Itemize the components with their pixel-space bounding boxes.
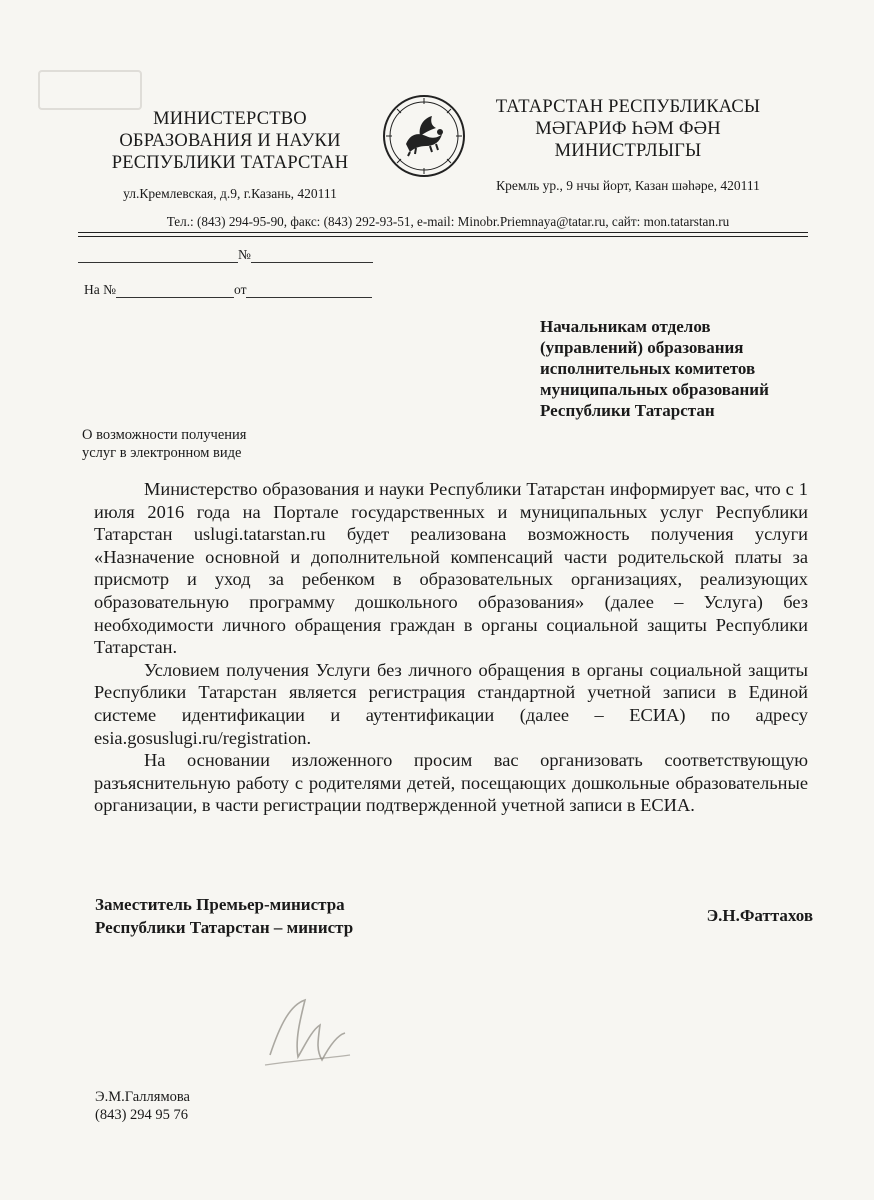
subject-line2: услуг в электронном виде	[82, 445, 242, 461]
header-divider-thin	[78, 236, 808, 237]
addressee-line2: (управлений) образования	[540, 338, 744, 357]
contact-line: Тел.: (843) 294-95-90, факс: (843) 292-93-51, e-mail: Minobr.Priemnaya@tatar.ru, сайт: mon.tatarstan.ru	[166, 214, 730, 229]
number-label: №	[238, 247, 251, 262]
executor-name: Э.М.Галлямова	[95, 1089, 190, 1105]
addressee-line4: муниципальных образований	[540, 380, 769, 399]
outgoing-date-blank	[78, 248, 238, 263]
reply-date-blank	[246, 283, 372, 298]
ministry-tt-line3: МИНИСТРЛЫГЫ	[554, 141, 702, 161]
reply-number-blank	[116, 283, 234, 298]
address-ru: ул.Кремлевская, д.9, г.Казань, 420111	[123, 186, 337, 201]
addressee-line3: исполнительных комитетов	[540, 359, 756, 378]
body-paragraph-2: Условием получения Услуги без личного обращения в органы социальной защиты Республики Татарстан является регистрация стандартной учетной записи в Единой системе идентификации и аутентификации (далее – ЕСИА) по адресу esia.gosuslugi.ru/registration.	[94, 659, 808, 748]
outgoing-number-field	[78, 247, 373, 263]
tatarstan-emblem-icon	[380, 92, 468, 180]
body-paragraph-3: На основании изложенного просим вас организовать соответствующую разъяснительную работу с родителями детей, посещающих дошкольные образовательные организации, в части регистрации подтвержденной учетной записи в ЕСИА.	[94, 750, 808, 816]
ministry-ru-line2: ОБРАЗОВАНИЯ И НАУКИ	[119, 131, 341, 151]
signatory-position	[95, 893, 455, 939]
signatory-position-line1: Заместитель Премьер-министра	[95, 895, 345, 914]
header-divider	[78, 232, 808, 233]
ministry-ru-line3: РЕСПУБЛИКИ ТАТАРСТАН	[111, 153, 349, 173]
subject	[82, 426, 302, 462]
ministry-tt-line2: МӘГАРИФ ҺӘМ ФӘН	[535, 119, 721, 139]
ministry-ru-line1: МИНИСТЕРСТВО	[153, 109, 307, 129]
ministry-name-tt	[478, 96, 778, 162]
signatory-position-line2: Республики Татарстан – министр	[95, 918, 354, 937]
reply-prefix: На №	[84, 282, 116, 297]
body-paragraph-1: Министерство образования и науки Республики Татарстан информирует вас, что с 1 июля 2016 года на Портале государственных и муниципальных услуг Республики Татарстан uslugi.tatarstan.ru будет реализована возможность получения услуги «Назначение основной и дополнительной компенсаций части родительской платы за присмотр и уход за ребенком в образовательных организациях, реализующих образовательную программу дошкольного образования» (далее – Услуга) без необходимости личного обращения граждан в органы социальной защиты Республики Татарстан.	[94, 479, 808, 658]
addressee	[540, 316, 810, 421]
executor-info	[95, 1088, 295, 1124]
address-tt: Кремль ур., 9 нчы йорт, Казан шәһәре, 420111	[496, 178, 760, 193]
from-label: от	[234, 282, 247, 297]
ministry-name-ru	[80, 108, 380, 174]
handwritten-signature	[250, 985, 360, 1075]
outgoing-number-blank	[251, 248, 373, 263]
addressee-line5: Республики Татарстан	[540, 401, 715, 420]
reply-to-field	[84, 282, 372, 298]
subject-line1: О возможности получения	[82, 427, 247, 443]
ministry-tt-line1: ТАТАРСТАН РЕСПУБЛИКАСЫ	[495, 97, 761, 117]
addressee-line1: Начальникам отделов	[540, 317, 711, 336]
letter-body	[94, 478, 808, 817]
executor-phone: (843) 294 95 76	[95, 1107, 189, 1123]
signatory-name: Э.Н.Фаттахов	[706, 906, 813, 925]
bleed-through-stamp	[38, 70, 142, 110]
